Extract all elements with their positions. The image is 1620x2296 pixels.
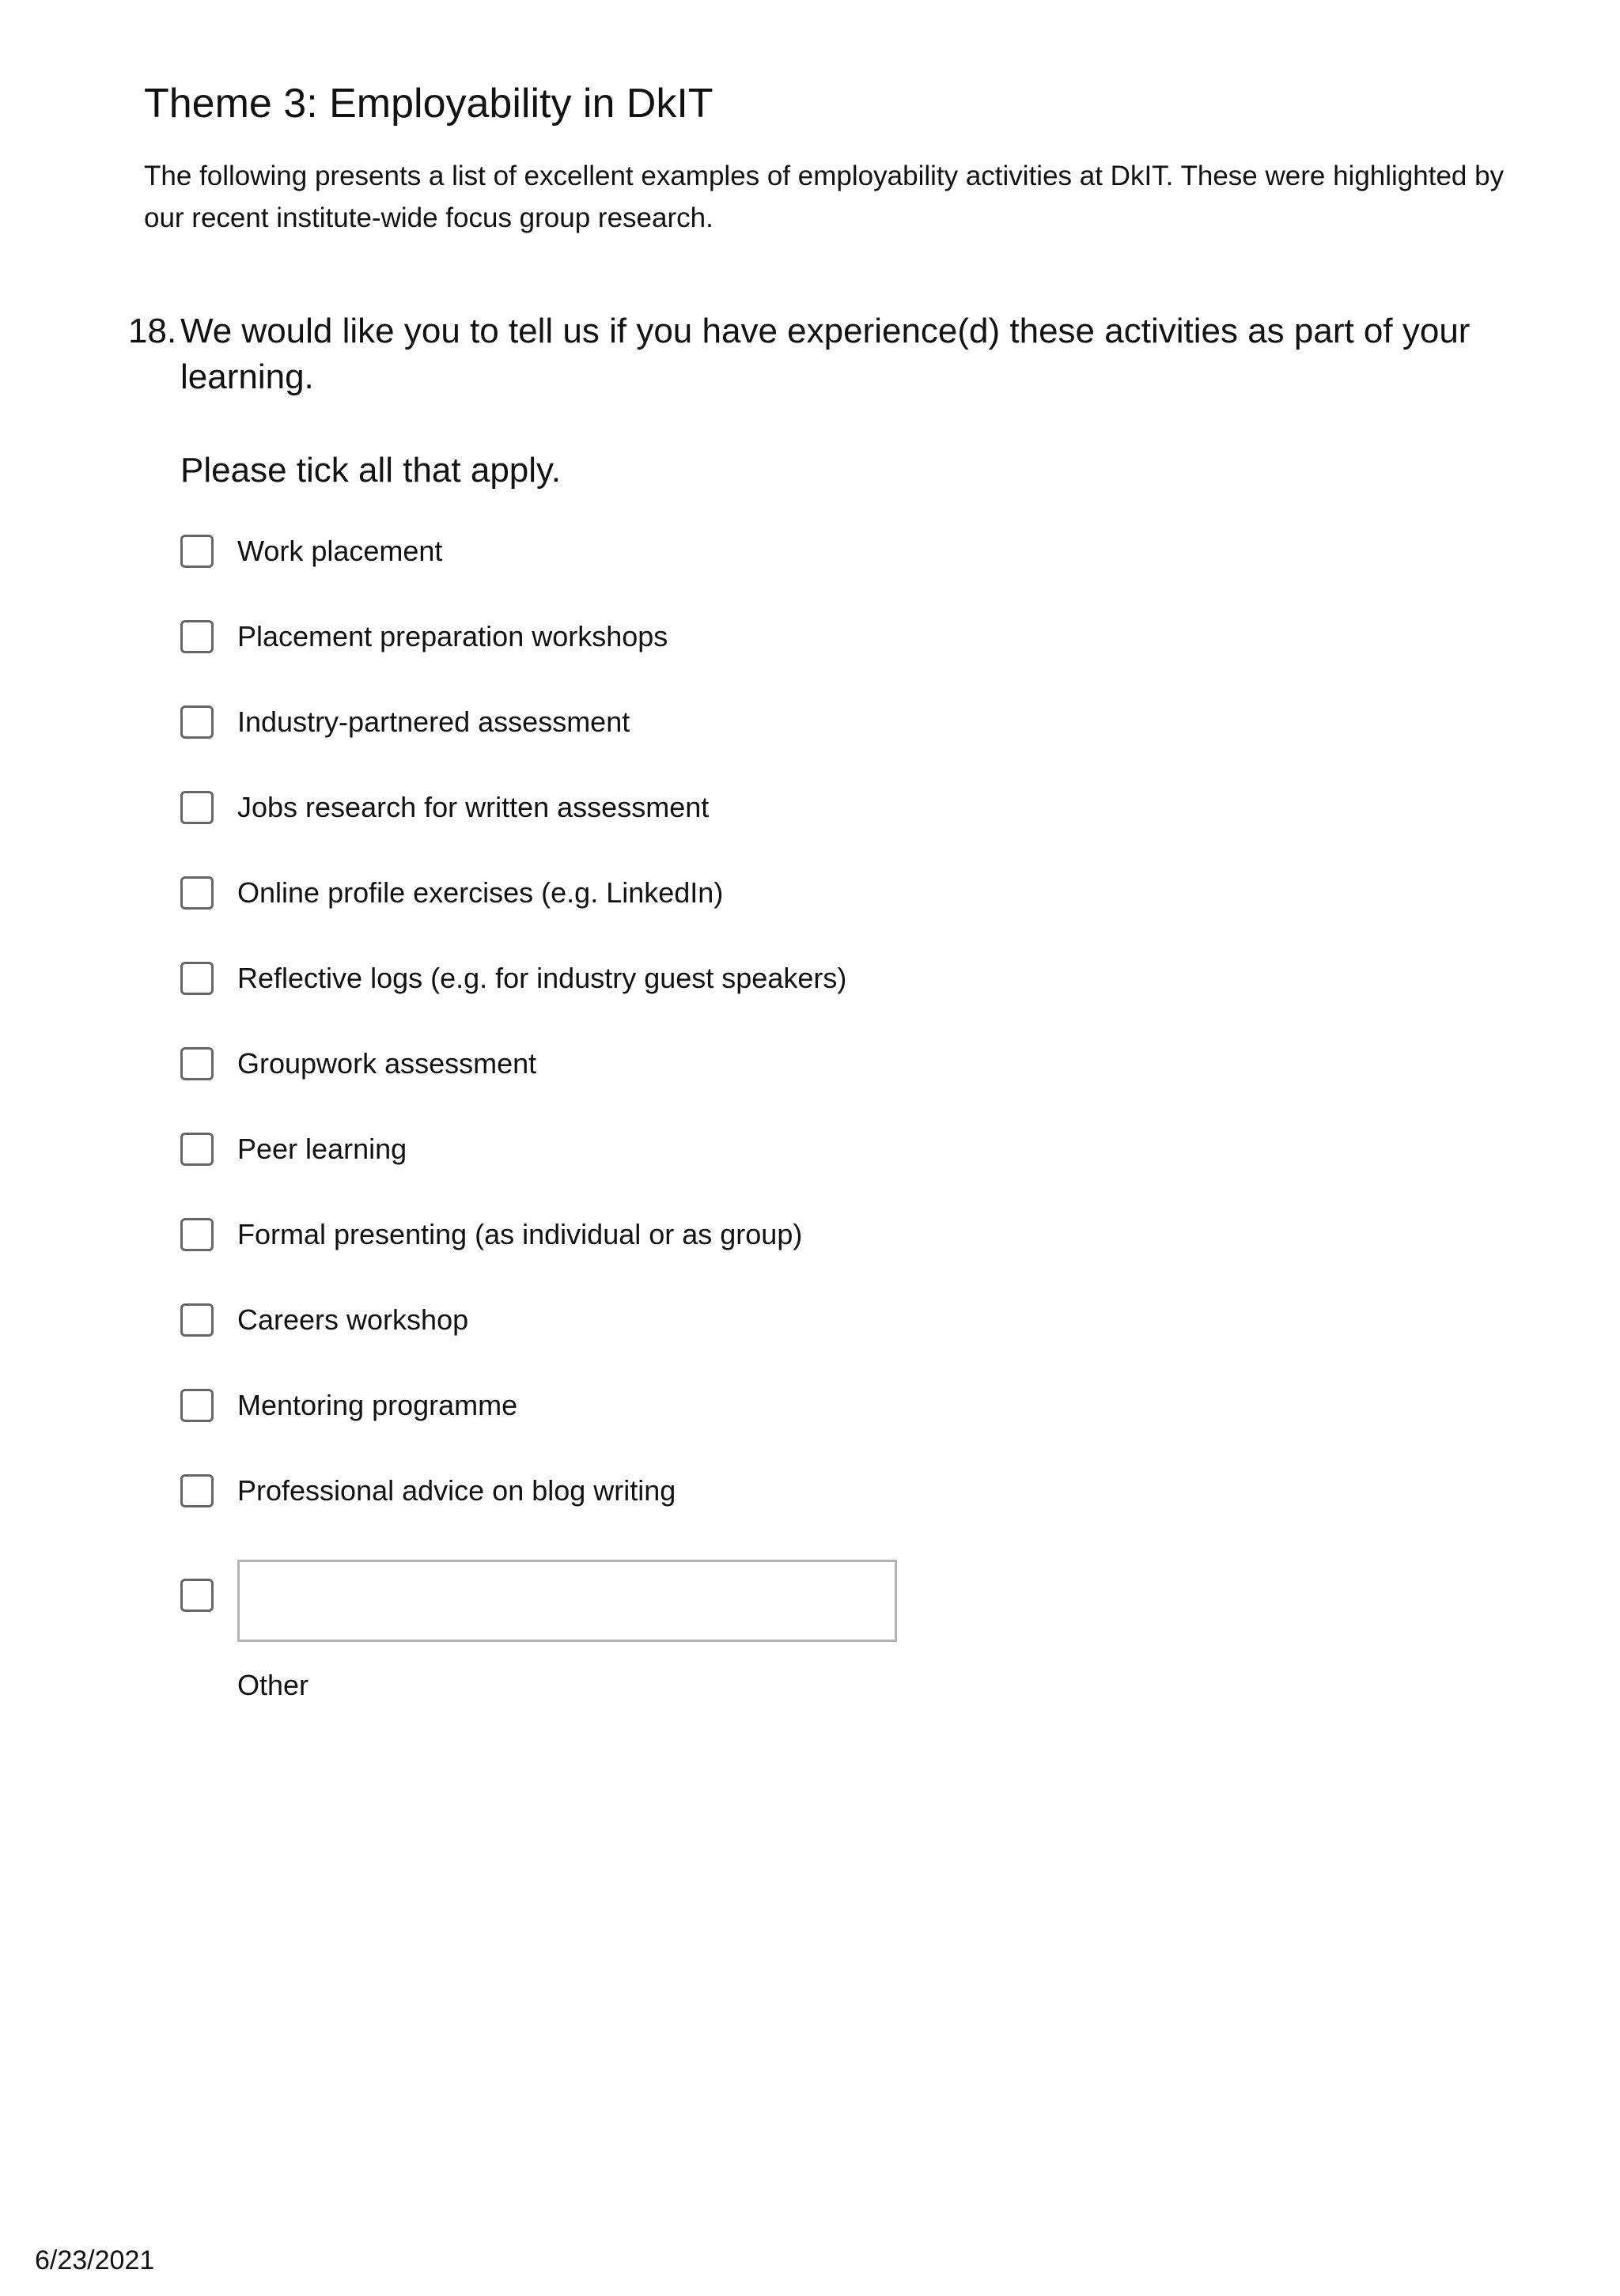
- section-title: Theme 3: Employability in DkIT: [144, 81, 713, 127]
- question-number: 18.: [128, 312, 177, 350]
- option-label: Work placement: [237, 535, 443, 567]
- option-industry-partnered-assessment[interactable]: [180, 705, 1525, 791]
- option-jobs-research[interactable]: [180, 791, 1525, 876]
- option-reflective-logs[interactable]: [180, 962, 1525, 1047]
- checkbox[interactable]: [180, 962, 214, 995]
- option-mentoring-programme[interactable]: [180, 1389, 1525, 1474]
- question-text: We would like you to tell us if you have experience(d) these activities as part of your learning.: [180, 312, 1470, 396]
- option-label: Industry-partnered assessment: [237, 705, 630, 738]
- checkbox[interactable]: [180, 620, 214, 653]
- other-label: Other: [237, 1669, 309, 1701]
- question-instruction: Please tick all that apply.: [180, 451, 561, 490]
- option-label: Online profile exercises (e.g. LinkedIn): [237, 876, 724, 909]
- checkbox[interactable]: [180, 535, 214, 568]
- option-label: Formal presenting (as individual or as group): [237, 1218, 803, 1250]
- section-description: The following presents a list of excellent examples of employability activities at DkIT. These were highlighted by our recent institute-wide focus group research.: [144, 161, 1505, 233]
- option-blog-writing-advice[interactable]: [180, 1474, 1525, 1560]
- option-label: Mentoring programme: [237, 1389, 518, 1421]
- checkbox[interactable]: [180, 1303, 214, 1337]
- option-label: Placement preparation workshops: [237, 620, 668, 652]
- option-label: Professional advice on blog writing: [237, 1474, 676, 1507]
- question-18: [128, 308, 1489, 400]
- checkbox[interactable]: [180, 791, 214, 824]
- option-other: [180, 1560, 1525, 1726]
- checkbox[interactable]: [180, 1218, 214, 1251]
- checkbox[interactable]: [180, 1047, 214, 1080]
- checkbox[interactable]: [180, 1579, 214, 1612]
- option-careers-workshop[interactable]: [180, 1303, 1525, 1389]
- option-label: Peer learning: [237, 1133, 407, 1165]
- checkbox[interactable]: [180, 1389, 214, 1422]
- options-list: [180, 535, 1525, 1726]
- option-label: Careers workshop: [237, 1303, 469, 1336]
- checkbox[interactable]: [180, 876, 214, 910]
- checkbox[interactable]: [180, 1474, 214, 1507]
- option-label: Reflective logs (e.g. for industry guest speakers): [237, 962, 847, 994]
- option-placement-preparation-workshops[interactable]: [180, 620, 1525, 705]
- other-input[interactable]: [237, 1560, 897, 1642]
- option-label: Jobs research for written assessment: [237, 791, 710, 823]
- checkbox[interactable]: [180, 705, 214, 739]
- option-work-placement[interactable]: [180, 535, 1525, 620]
- option-label: Groupwork assessment: [237, 1047, 537, 1080]
- option-groupwork-assessment[interactable]: [180, 1047, 1525, 1133]
- checkbox[interactable]: [180, 1133, 214, 1166]
- option-online-profile-exercises[interactable]: [180, 876, 1525, 962]
- option-formal-presenting[interactable]: [180, 1218, 1525, 1303]
- option-peer-learning[interactable]: [180, 1133, 1525, 1218]
- footer-date: 6/23/2021: [35, 2245, 155, 2275]
